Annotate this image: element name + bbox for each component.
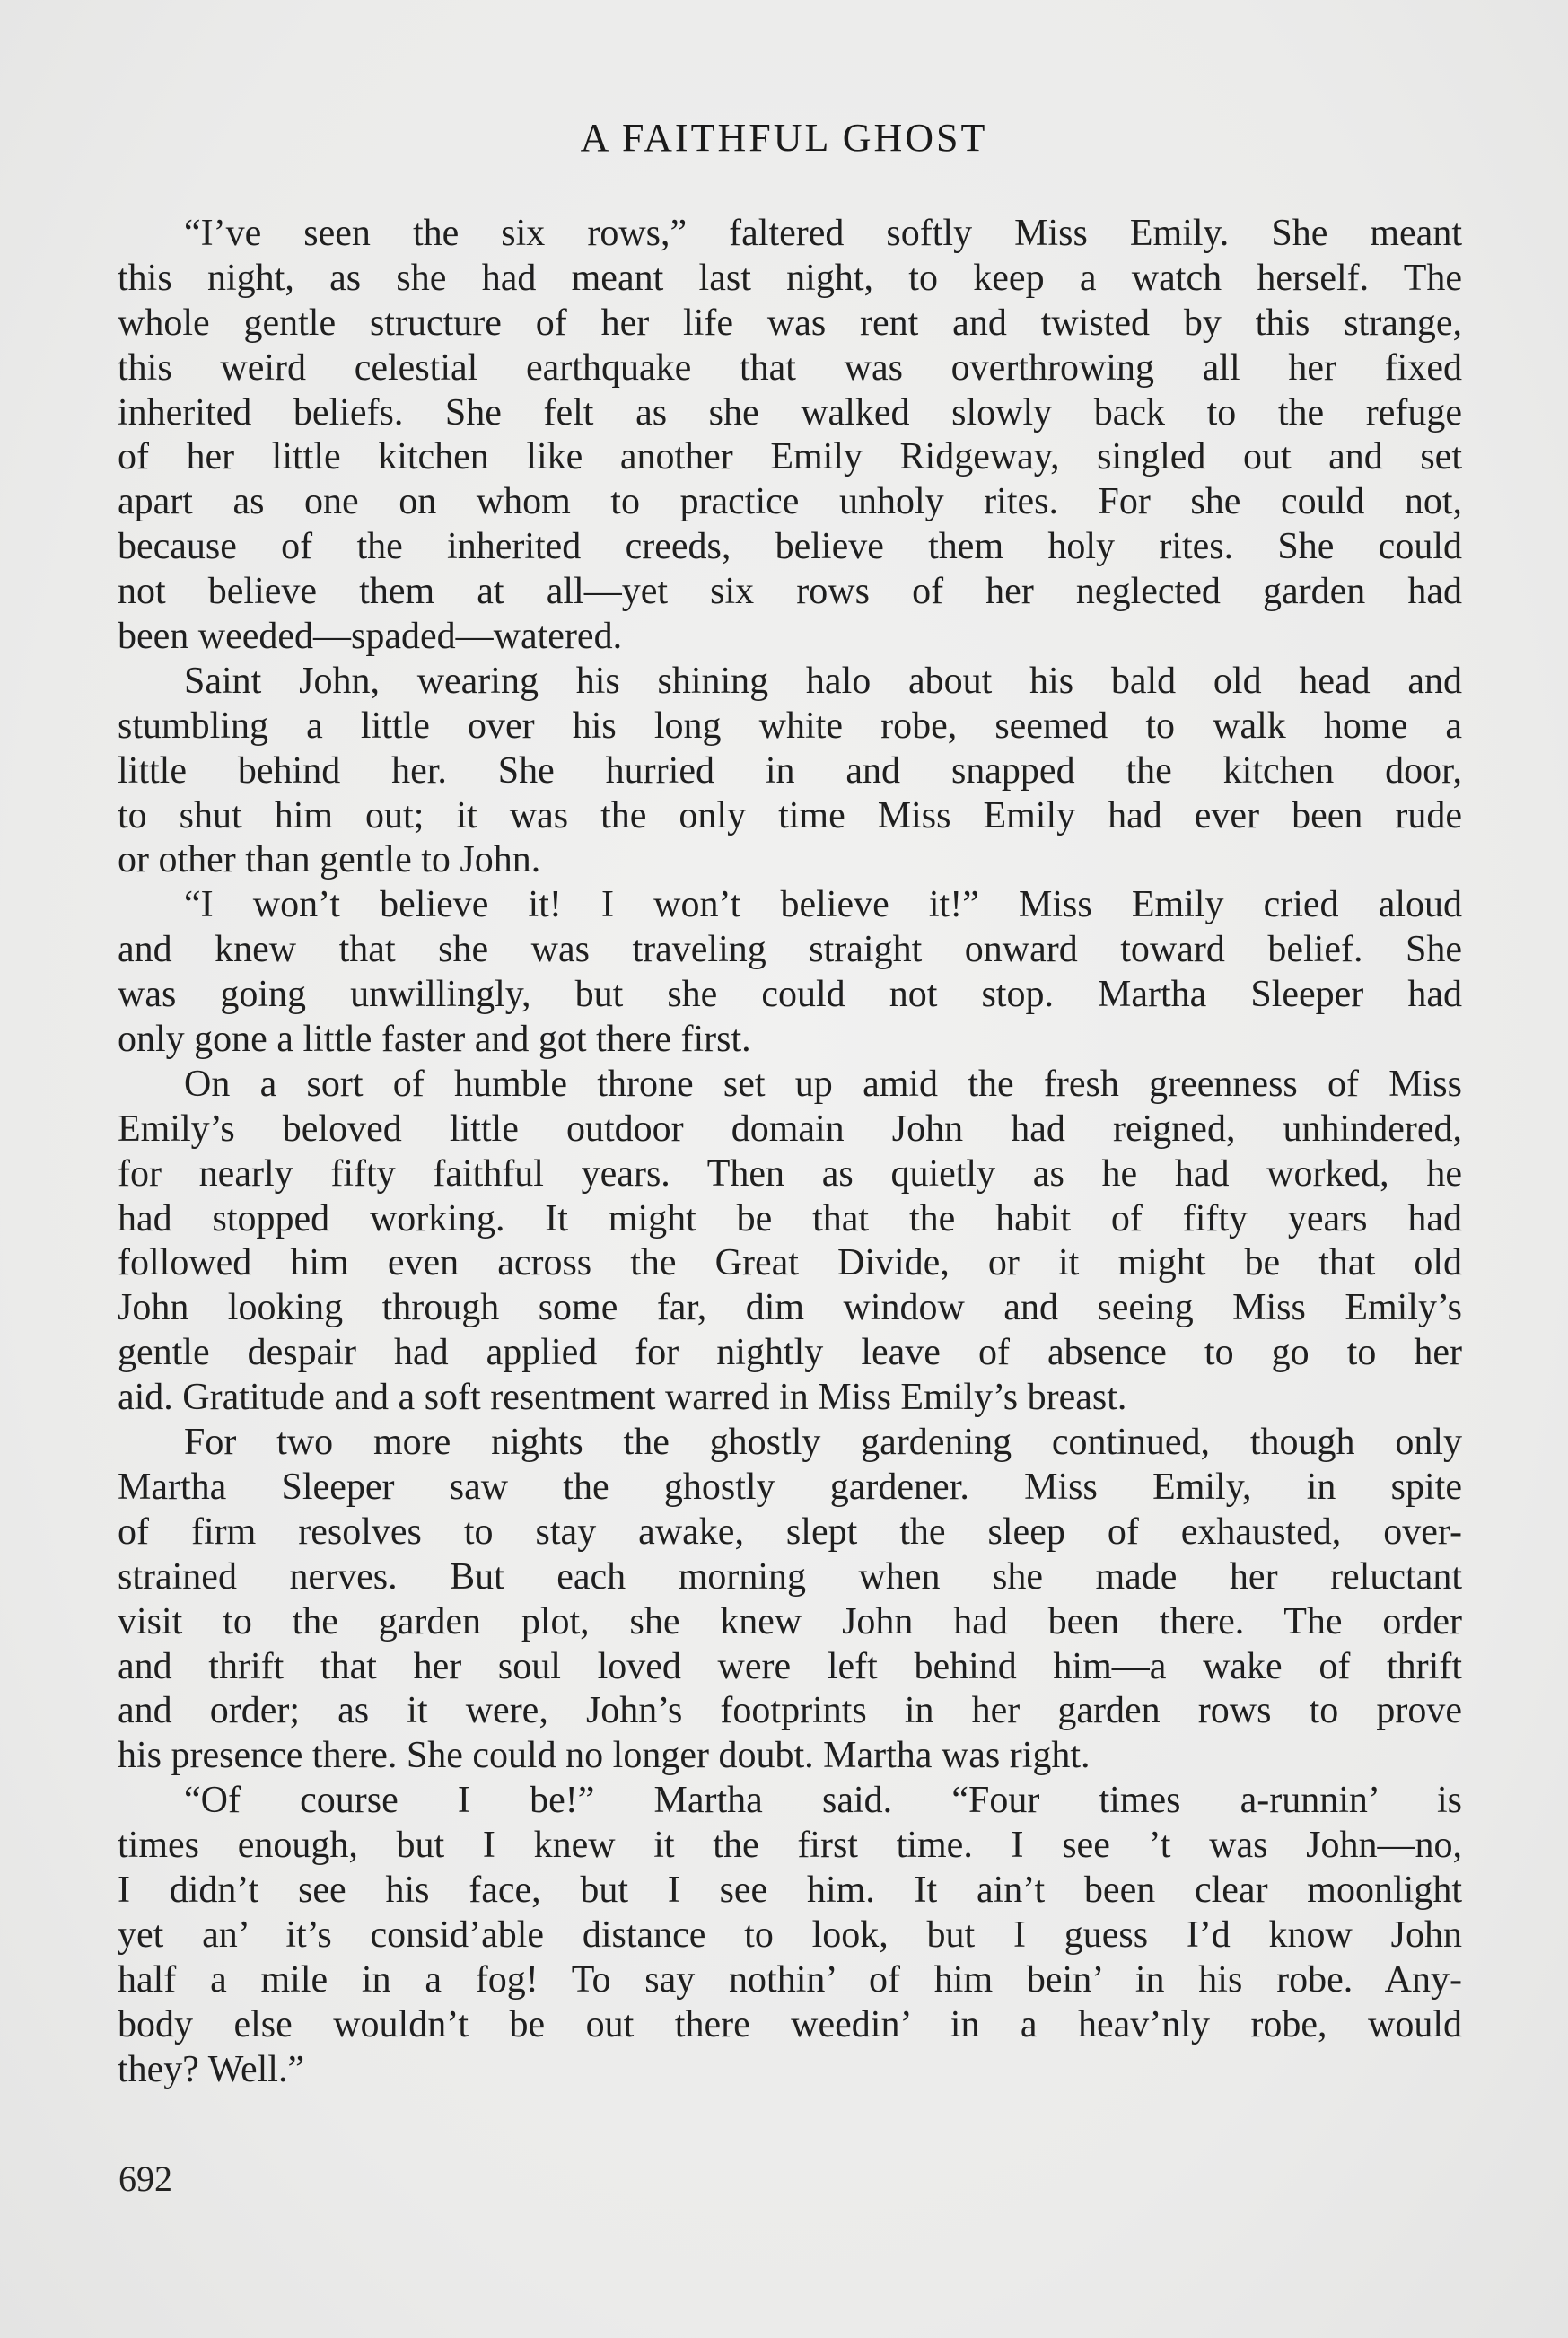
text-line: On a sort of humble throne set up amid the fresh greenness of Miss (184, 1063, 1462, 1105)
page-number: 692 (118, 2158, 172, 2199)
text-line: only gone a little faster and got there first. (118, 1019, 751, 1061)
text-line: “I won’t believe it! I won’t believe it!” Miss Emily cried aloud (184, 884, 1462, 926)
text-line: whole gentle structure of her life was rent and twisted by this strange, (118, 302, 1462, 344)
text-line: John looking through some far, dim window and seeing Miss Emily’s (118, 1287, 1462, 1329)
text-line: and thrift that her soul loved were left behind him—a wake of thrift (118, 1645, 1462, 1687)
text-line: been weeded—spaded—watered. (118, 616, 623, 658)
running-head: A FAITHFUL GHOST (580, 116, 988, 160)
text-line: “Of course I be!” Martha said. “Four times a-runnin’ is (184, 1780, 1462, 1822)
text-line: yet an’ it’s consid’able distance to look, but I guess I’d know John (118, 1913, 1462, 1956)
text-line: inherited beliefs. She felt as she walked slowly back to the refuge (118, 391, 1462, 433)
text-line: had stopped working. It might be that the habit of fifty years had (118, 1197, 1462, 1239)
text-line: visit to the garden plot, she knew John had been there. The order (118, 1600, 1462, 1642)
text-line: stumbling a little over his long white robe, seemed to walk home a (118, 705, 1462, 747)
text-line: and knew that she was traveling straight onward toward belief. She (118, 929, 1462, 971)
text-line: of firm resolves to stay awake, slept the sleep of exhausted, over- (118, 1511, 1462, 1553)
text-line: his presence there. She could no longer doubt. Martha was right. (118, 1735, 1091, 1777)
text-line: half a mile in a fog! To say nothin’ of him bein’ in his robe. Any- (118, 1958, 1462, 2001)
text-line: of her little kitchen like another Emily Ridgeway, singled out and set (118, 436, 1462, 478)
text-line: times enough, but I knew it the first time. I see ’t was John—no, (118, 1825, 1462, 1867)
text-line: not believe them at all—yet six rows of her neglected garden had (118, 571, 1462, 613)
text-line: aid. Gratitude and a soft resentment warred in Miss Emily’s breast. (118, 1377, 1127, 1419)
text-line: little behind her. She hurried in and snapped the kitchen door, (118, 749, 1462, 792)
text-line: was going unwillingly, but she could not stop. Martha Sleeper had (118, 974, 1462, 1016)
text-line: and order; as it were, John’s footprints in her garden rows to prove (118, 1690, 1462, 1732)
text-line: body else wouldn’t be out there weedin’ in a heav’nly robe, would (118, 2003, 1462, 2045)
text-line: gentle despair had applied for nightly leave of absence to go to her (118, 1332, 1462, 1374)
text-line: followed him even across the Great Divide, or it might be that old (118, 1242, 1462, 1284)
text-line: Saint John, wearing his shining halo about his bald old head and (184, 660, 1462, 702)
text-line: I didn’t see his face, but I see him. It ain’t been clear moonlight (118, 1869, 1462, 1911)
text-line: they? Well.” (118, 2048, 305, 2090)
text-line: for nearly fifty faithful years. Then as quietly as he had worked, he (118, 1152, 1462, 1195)
text-line: Emily’s beloved little outdoor domain John had reigned, unhindered, (118, 1108, 1462, 1150)
text-line: to shut him out; it was the only time Miss Emily had ever been rude (118, 794, 1462, 836)
text-line: For two more nights the ghostly gardening continued, though only (184, 1422, 1462, 1464)
text-line: “I’ve seen the six rows,” faltered softly Miss Emily. She meant (184, 213, 1462, 254)
body-text (118, 212, 1462, 2092)
text-line: apart as one on whom to practice unholy rites. For she could not, (118, 481, 1462, 523)
text-line: this night, as she had meant last night, to keep a watch herself. The (118, 257, 1462, 299)
text-line: Martha Sleeper saw the ghostly gardener. Miss Emily, in spite (118, 1466, 1462, 1508)
text-line: or other than gentle to John. (118, 839, 541, 881)
text-line: because of the inherited creeds, believe them holy rites. She could (118, 526, 1462, 568)
text-line: strained nerves. But each morning when she made her reluctant (118, 1555, 1462, 1598)
text-line: this weird celestial earthquake that was overthrowing all her fixed (118, 346, 1462, 389)
